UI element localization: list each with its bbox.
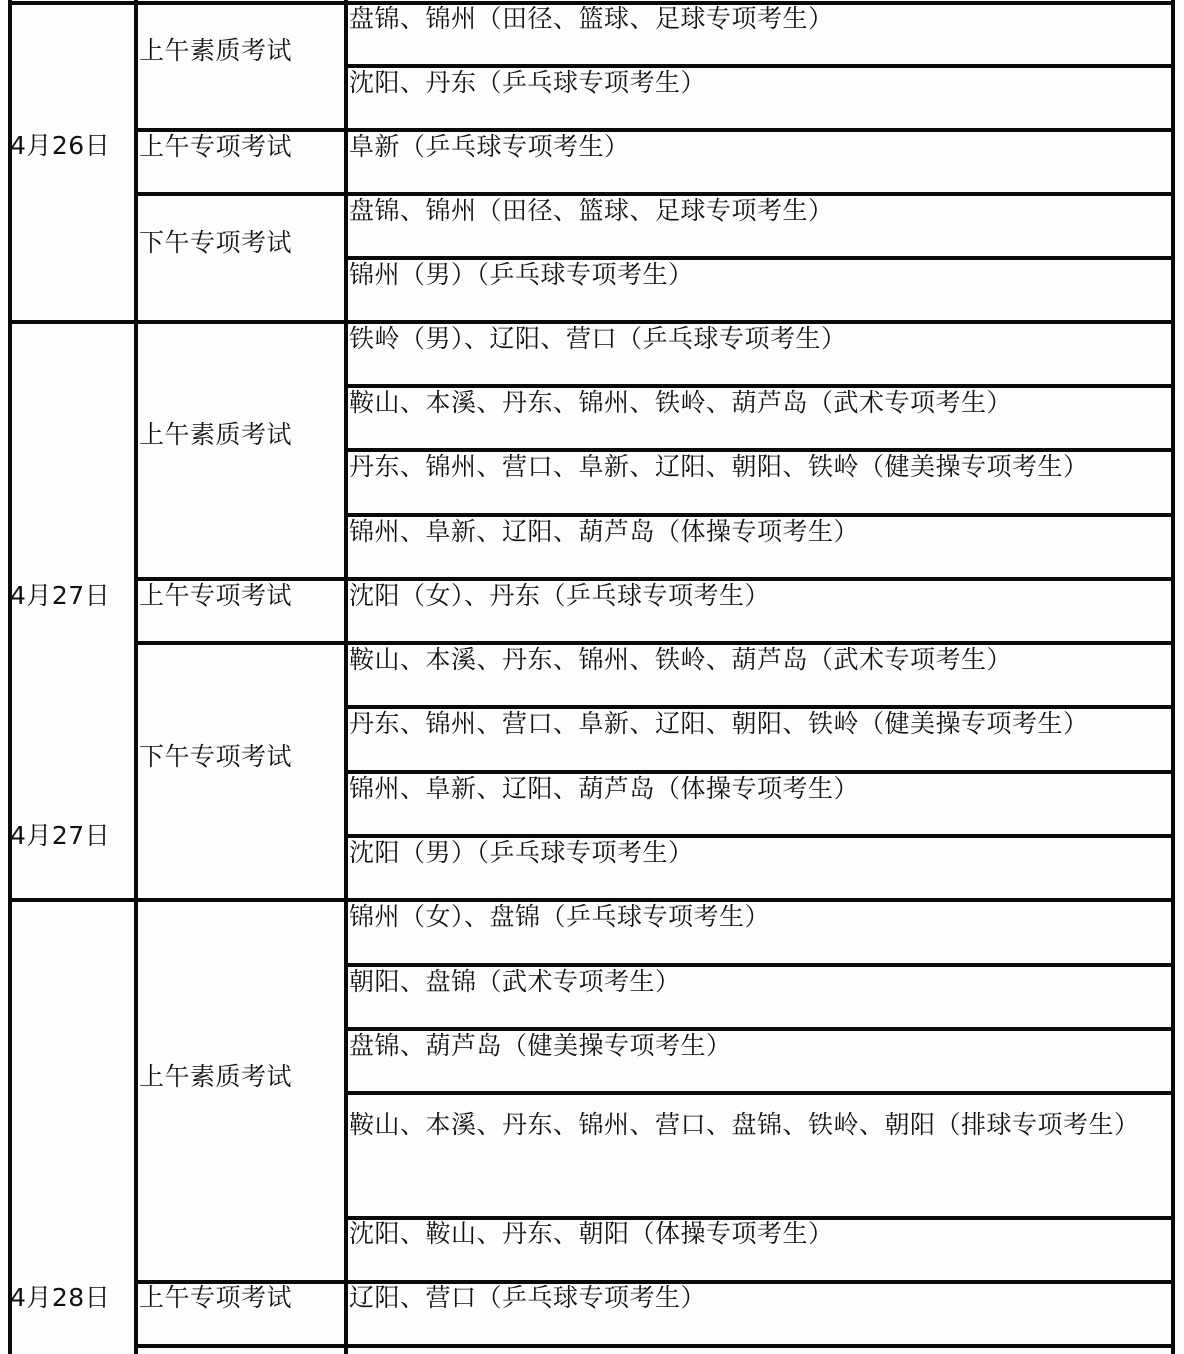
candidate-group-cell: 鞍山、本溪、丹东、锦州、营口、盘锦、铁岭、朝阳（排球专项考生） [349,1110,1140,1139]
candidate-group-cell: 盘锦、锦州（田径、篮球、足球专项考生） [349,4,834,33]
column-divider [8,0,12,1354]
row-divider [8,898,138,902]
row-divider [134,1344,348,1348]
column-divider [1171,0,1175,1354]
candidate-group-cell: 丹东、锦州、营口、阜新、辽阳、朝阳、铁岭（健美操专项考生） [349,709,1089,738]
candidate-group-cell: 朝阳、盘锦（武术专项考生） [349,967,681,996]
session-cell: 上午素质考试 [139,1062,293,1091]
candidate-group-cell: 辽阳、营口（乒乓球专项考生） [349,1283,707,1312]
row-divider [134,320,348,324]
row-divider [344,1344,1175,1348]
candidate-group-cell: 铁岭（男）、辽阳、营口（乒乓球专项考生） [349,324,847,353]
candidate-group-cell: 盘锦、锦州（田径、篮球、足球专项考生） [349,196,834,225]
column-divider [134,0,138,1354]
candidate-group-cell: 锦州、阜新、辽阳、葫芦岛（体操专项考生） [349,517,860,546]
candidate-group-cell: 盘锦、葫芦岛（健美操专项考生） [349,1031,732,1060]
date-cell: 4月27日 [10,581,111,610]
candidate-group-cell: 沈阳、鞍山、丹东、朝阳（体操专项考生） [349,1219,834,1248]
row-divider [8,320,138,324]
session-cell: 上午专项考试 [139,132,293,161]
candidate-group-cell: 锦州（女）、盘锦（乒乓球专项考生） [349,902,771,931]
candidate-group-cell: 鞍山、本溪、丹东、锦州、铁岭、葫芦岛（武术专项考生） [349,388,1013,417]
candidate-group-cell: 沈阳（女）、丹东（乒乓球专项考生） [349,581,771,610]
candidate-group-cell: 锦州（男）（乒乓球专项考生） [349,260,694,289]
candidate-group-cell: 沈阳（男）（乒乓球专项考生） [349,838,694,867]
session-cell: 上午素质考试 [139,36,293,65]
date-cell: 4月27日 [10,821,111,850]
date-cell: 4月28日 [10,1283,111,1312]
session-cell: 下午专项考试 [139,228,293,257]
row-divider [134,1,348,5]
row-divider [134,192,348,196]
row-divider [134,898,348,902]
session-cell: 上午专项考试 [139,1283,293,1312]
session-cell: 上午专项考试 [139,581,293,610]
candidate-group-cell: 沈阳、丹东（乒乓球专项考生） [349,68,707,97]
candidate-group-cell: 丹东、锦州、营口、阜新、辽阳、朝阳、铁岭（健美操专项考生） [349,452,1089,481]
candidate-group-cell: 锦州、阜新、辽阳、葫芦岛（体操专项考生） [349,774,860,803]
row-divider [8,1,138,5]
row-divider [134,641,348,645]
date-cell: 4月26日 [10,131,111,160]
session-cell: 下午专项考试 [139,742,293,771]
candidate-group-cell: 鞍山、本溪、丹东、锦州、铁岭、葫芦岛（武术专项考生） [349,645,1013,674]
column-divider [344,0,348,1354]
candidate-group-cell: 阜新（乒乓球专项考生） [349,132,630,161]
session-cell: 上午素质考试 [139,420,293,449]
